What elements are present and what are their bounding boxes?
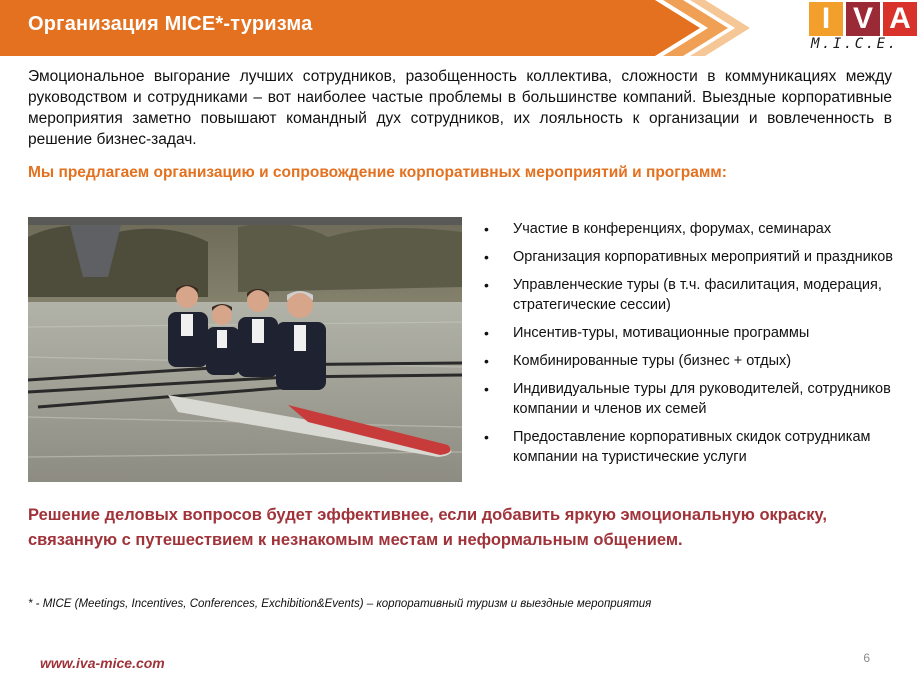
logo-subtitle: M.I.C.E. [811, 36, 899, 52]
service-item-label: Организация корпоративных мероприятий и праздников [513, 249, 894, 265]
website-link[interactable]: www.iva-mice.com [40, 655, 165, 671]
service-item [482, 219, 902, 239]
page-number: 6 [863, 651, 870, 665]
services-list [482, 219, 902, 475]
service-item-label: Управленческие туры (в т.ч. фасилитация, модерация, стратегические сессии) [513, 277, 882, 313]
service-item-label: Участие в конференциях, форумах, семинарах [513, 221, 832, 237]
logo-letter-i: I [809, 2, 843, 36]
logo-letter-v: V [846, 2, 880, 36]
service-item-label: Индивидуальные туры для руководителей, сотрудников компании и членов их семей [513, 381, 891, 417]
bullet-icon: • [484, 381, 489, 397]
bullet-icon: • [484, 277, 489, 293]
mice-footnote: * - MICE (Meetings, Incentives, Conferences, Exchibition&Events) – корпоративный туризм и выездные мероприятия [28, 598, 652, 610]
service-item [482, 275, 902, 315]
service-item-label: Комбинированные туры (бизнес + отдых) [513, 353, 792, 369]
rowing-team-photo [28, 217, 462, 482]
offer-heading: Мы предлагаем организацию и сопровождение корпоративных мероприятий и программ: [28, 164, 727, 181]
bullet-icon: • [484, 429, 489, 445]
bullet-icon: • [484, 325, 489, 341]
service-item [482, 427, 902, 467]
logo-letters [809, 2, 917, 36]
service-item [482, 351, 902, 371]
logo-letter-a: A [883, 2, 917, 36]
bullet-icon: • [484, 221, 489, 237]
service-item [482, 247, 902, 267]
page-title: Организация MICE*-туризма [28, 13, 313, 35]
service-item-label: Предоставление корпоративных скидок сотрудникам компании на туристические услуги [513, 429, 871, 465]
conclusion-text: Решение деловых вопросов будет эффективнее, если добавить яркую эмоциональную окраску, связанную с путешествием к незнакомым местам и неформальным общением. [28, 506, 827, 549]
company-logo [805, 0, 920, 56]
service-item [482, 379, 902, 419]
service-item [482, 323, 902, 343]
header-bar [0, 0, 920, 56]
service-item-label: Инсентив-туры, мотивационные программы [513, 325, 810, 341]
bullet-icon: • [484, 249, 489, 265]
intro-paragraph: Эмоциональное выгорание лучших сотрудников, разобщенность коллектива, сложности в коммуникациях между руководством и сотрудниками – вот наиболее частые проблемы в большинстве компаний. Выездные корпоративные мероприятия заметно повышают командный дух сотрудников, их лояльность к организации и вовлеченность в решение бизнес-задач. [28, 68, 892, 148]
bullet-icon: • [484, 353, 489, 369]
rowing-team-illustration [28, 217, 462, 482]
